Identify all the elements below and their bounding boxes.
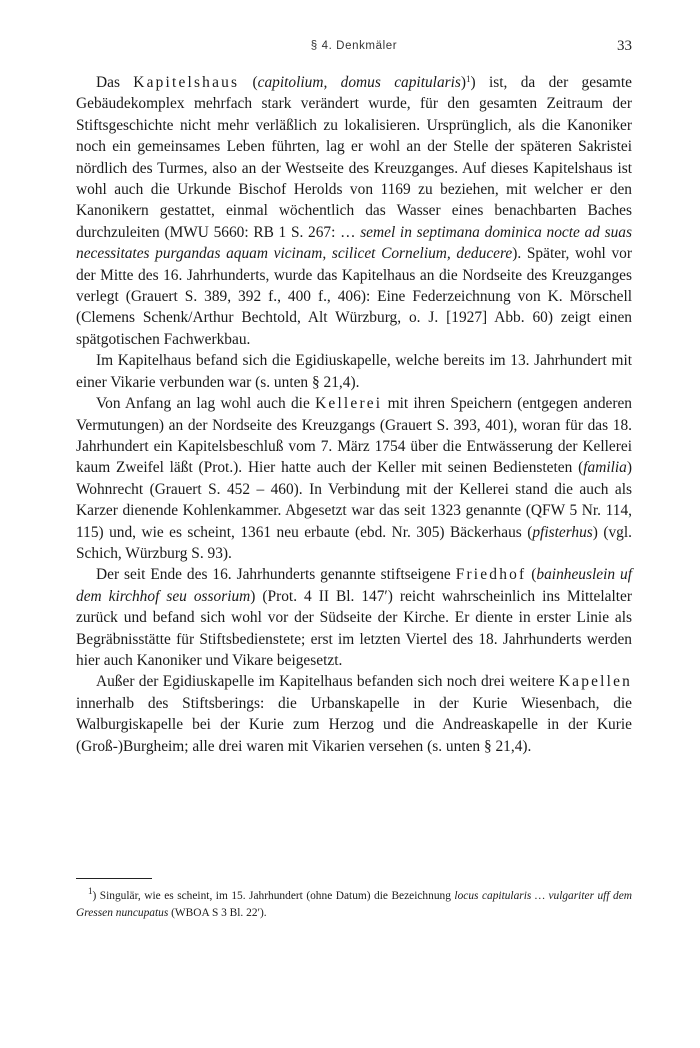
text-run: ) Wohnrecht (Grauert S. 452 – 460). In Verbindung mit der Kellerei stand die auch als Karzer dienende Kohlenkammer. Abgesetzt war das seit 1323 genannte (QFW 5 Nr. 114, 115) und, wie es scheint, 1361 neu erbaute (ebd. Nr. 305) Bäckerhaus (	[76, 459, 632, 541]
spaced-term: Kapellen	[558, 673, 632, 691]
spaced-term: Friedhof	[455, 566, 527, 584]
paragraph-friedhof	[76, 564, 632, 671]
text-run: ) ist, da der gesamte Gebäudekomplex mehrfach stark verändert wurde, für den gesamten Zeitraum der Stiftsgeschichte nicht mehr verläßlich zu lokalisieren. Ursprünglich, als die Kanoniker noch ein gemeinsames Leben führten, lag er wohl an der Stelle der späteren Sakristei nördlich des Turmes, also an der Westseite des Kreuzganges. Auf dieses Kapitelshaus ist wohl auch die Urkunde Bischof Herolds von 1169 zu beziehen, mit welcher er den Kanonikern gestattet, einmal wöchentlich das Wasser eines benachbarten Baches durchzuleiten (MWU 5660: RB 1 S. 267: …	[76, 74, 632, 241]
text-run: mit ihren Speichern (entgegen anderen Vermutungen) an der Nordseite des Kreuzgangs (Grauert S. 393, 401), woran für das 18. Jahrhundert ein Kapitelsbeschluß vom 7. März 1754 über die Entwässerung der Kellerei kaum Zweifel läßt (Prot.). Hier hatte auch der Keller mit seinen Bediensteten (	[76, 395, 632, 477]
text-run: Außer der Egidiuskapelle im Kapitelhaus befanden sich noch drei weitere	[96, 673, 559, 691]
text-run: (	[239, 74, 258, 91]
text-run: ) (Prot. 4 II Bl. 147′) reicht wahrscheinlich ins Mittelalter zurück und befand sich wohl vor der Südseite der Kirche. Er diente in erster Linie als Begräbnisstätte für Stiftsbedienstete; erst im letzten Viertel des 18. Jahrhunderts werden hier auch Kanoniker und Vikare beigesetzt.	[76, 587, 632, 669]
text-run: ). Später, wohl vor der Mitte des 16. Jahrhunderts, wurde das Kapitelhaus an die Nordseite des Kreuzganges verlegt (Grauert S. 389, 392 f., 400 f., 406): Eine Federzeichnung von K. Mörschell (Clemens Schenk/Arthur Bechtold, Alt Würzburg, o. J. [1927] Abb. 60) zeigt einen spätgotischen Fachwerkbau.	[76, 245, 632, 348]
paragraph-kapellen	[76, 671, 632, 757]
running-head	[76, 38, 632, 58]
footnote-marker: 1	[88, 886, 93, 896]
footnote-rule	[76, 878, 152, 879]
latin-quote: familia	[583, 459, 627, 477]
text-run: Von Anfang an lag wohl auch die	[96, 395, 316, 413]
footnote-ref: 1	[466, 74, 471, 84]
text-run: ) (vgl. Schich, Würzburg S. 93).	[76, 523, 632, 562]
latin-quote: locus capitularis … vulgariter uff dem Gressen nuncupatus	[76, 890, 632, 919]
latin-quote: capitolium, domus capitularis	[257, 74, 461, 91]
paragraph-kellerei	[76, 393, 632, 564]
text-run: Der seit Ende des 16. Jahrhunderts genannte stiftseigene	[96, 566, 456, 584]
spaced-term: Kapitelshaus	[133, 74, 240, 91]
text-run: (WBOA S 3 Bl. 22′).	[168, 907, 267, 919]
latin-quote: semel in septimana dominica nocte ad suas necessitates purgandas aquam vicinam, scilicet Cornelium, deducere	[76, 223, 632, 263]
latin-quote: pfisterhus	[532, 523, 593, 541]
section-title: § 4. Denkmäler	[310, 40, 398, 52]
text-run: )	[460, 74, 467, 91]
body-text	[76, 72, 632, 757]
footnote	[76, 888, 632, 922]
paragraph-kapitelshaus	[76, 72, 632, 350]
page-number: 33	[617, 38, 632, 54]
latin-quote: bainheuslein uf dem kirchhof seu ossorium	[76, 566, 632, 605]
paragraph-egidiuskapelle: Im Kapitelhaus befand sich die Egidiuskapelle, welche bereits im 13. Jahrhundert mit einer Vikarie verbunden war (s. unten § 21,4).	[76, 352, 632, 391]
text-run: innerhalb des Stiftsberings: die Urbanskapelle in der Kurie Wiesenbach, die Walburgiskapelle bei der Kurie zum Herzog und die Andreaskapelle in der Kurie (Groß-)Burgheim; alle drei waren mit Vikarien versehen (s. unten § 21,4).	[76, 694, 632, 755]
text-run: Das	[96, 74, 134, 91]
text-run: (	[526, 566, 537, 584]
text-run: ) Singulär, wie es scheint, im 15. Jahrhundert (ohne Datum) die Bezeichnung	[92, 890, 455, 902]
spaced-term: Kellerei	[315, 395, 383, 413]
